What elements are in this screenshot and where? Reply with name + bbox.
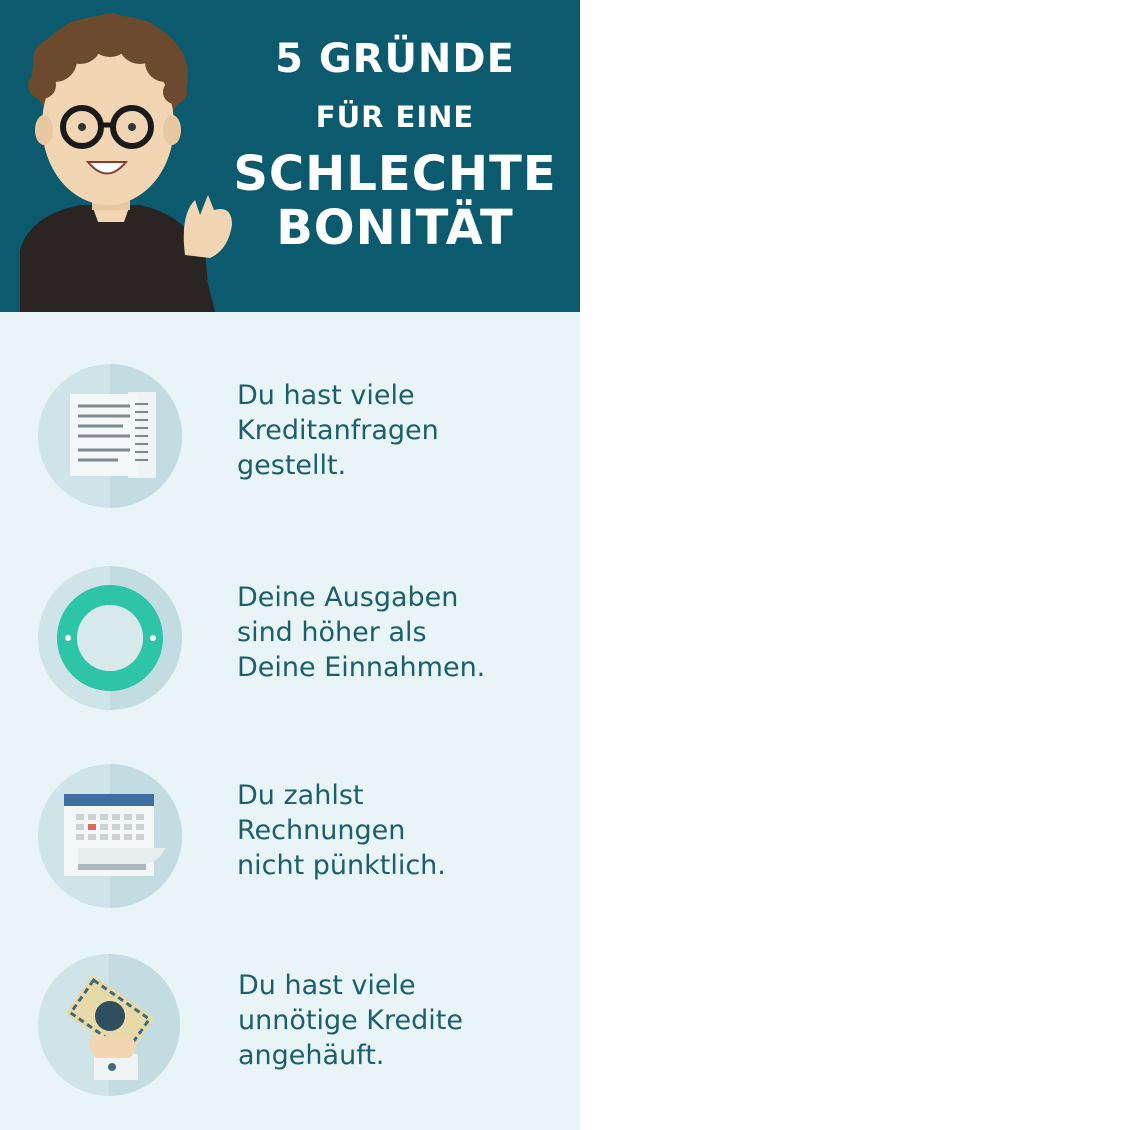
reason-item-3 [0, 764, 580, 914]
reason-item-2 [0, 566, 580, 716]
reason-4-line-3: angehäuft. [238, 1040, 385, 1071]
title-line-4: BONITÄT [276, 200, 514, 256]
reason-item-4 [0, 954, 580, 1104]
document-icon [38, 364, 182, 508]
reason-text-3 [237, 778, 557, 883]
reason-3-line-1: Du zahlst [237, 780, 364, 811]
reason-3-line-2: Rechnungen [237, 815, 406, 846]
title-line-1: 5 GRÜNDE [275, 36, 515, 82]
reason-1-line-2: Kreditanfragen [237, 415, 439, 446]
header-banner [0, 0, 580, 312]
reason-1-line-1: Du hast viele [237, 380, 415, 411]
blank-area [580, 0, 1130, 1130]
reason-2-line-2: sind höher als [237, 617, 427, 648]
reason-text-1 [237, 378, 557, 483]
reason-2-line-1: Deine Ausgaben [237, 582, 459, 613]
mascot-illustration [0, 0, 250, 312]
reason-4-line-1: Du hast viele [238, 970, 416, 1001]
reason-3-line-3: nicht pünktlich. [237, 850, 446, 881]
reason-text-2 [237, 580, 557, 685]
calendar-icon [38, 764, 182, 908]
reason-4-line-2: unnötige Kredite [238, 1005, 463, 1036]
reason-text-4 [238, 968, 558, 1073]
money-hand-icon [38, 954, 180, 1096]
reason-1-line-3: gestellt. [237, 450, 347, 481]
reason-2-line-3: Deine Einnahmen. [237, 652, 486, 683]
title-line-2: FÜR EINE [315, 100, 475, 134]
ring-chart-icon [38, 566, 182, 710]
title-line-3: SCHLECHTE [233, 146, 557, 202]
reason-item-1 [0, 364, 580, 514]
